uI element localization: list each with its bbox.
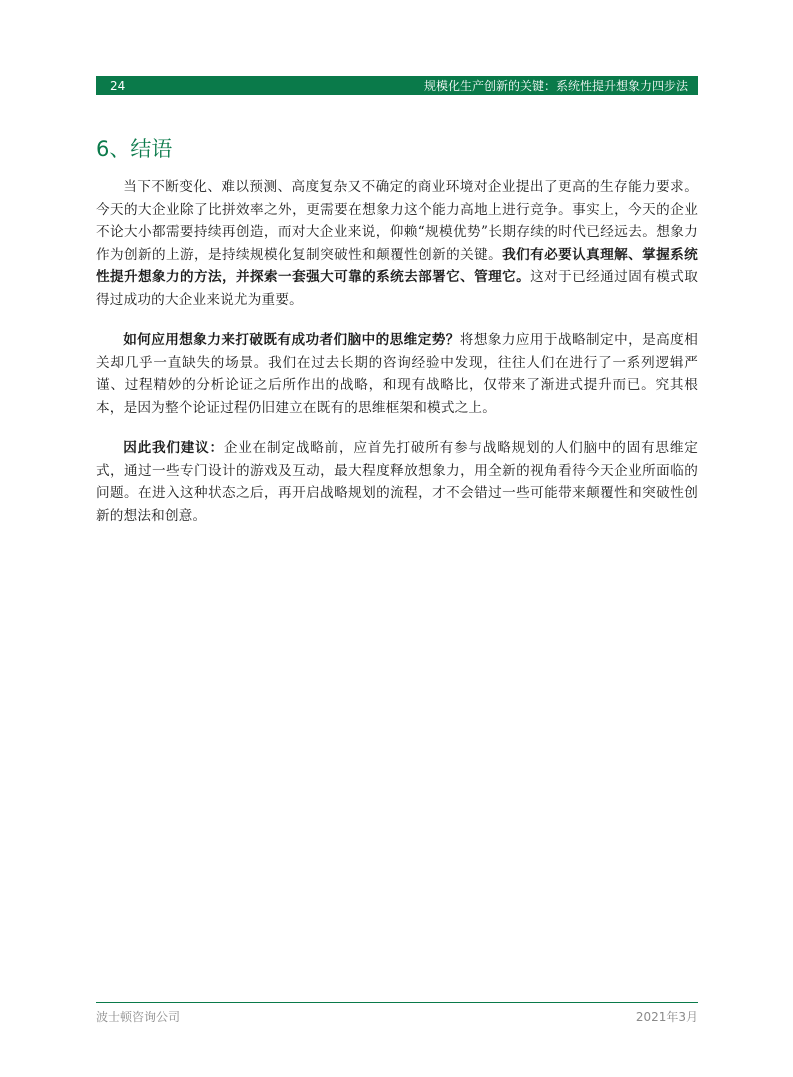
- page-header-bar: [96, 76, 698, 95]
- running-title: 规模化生产创新的关键：系统性提升想象力四步法: [423, 79, 688, 93]
- paragraph-1-bold: 我们有必要认真理解、掌握系统性提升想象力的方法，并探索一套强大可靠的系统去部署它、管理它。: [96, 246, 698, 285]
- paragraph-1: [96, 176, 698, 311]
- paragraph-2-bold: 如何应用想象力来打破既有成功者们脑中的思维定势？: [123, 332, 460, 348]
- paragraph-3-text: 企业在制定战略前，应首先打破所有参与战略规划的人们脑中的固有思维定式，通过一些专门设计的游戏及互动，最大程度释放想象力，用全新的视角看待今天企业所面临的问题。在进入这种状态之后，再开启战略规划的流程，才不会错过一些可能带来颠覆性和突破性创新的想法和创意。: [96, 440, 698, 524]
- paragraph-3-bold: 因此我们建议：: [123, 440, 224, 456]
- paragraph-3: [96, 437, 698, 527]
- footer-company: 波士顿咨询公司: [96, 1010, 181, 1024]
- paragraph-2-text: 将想象力应用于战略制定中，是高度相关却几乎一直缺失的场景。我们在过去长期的咨询经验中发现，往往人们在进行了一系列逻辑严谨、过程精妙的分析论证之后所作出的战略，和现有战略比，仅带来了渐进式提升而已。究其根本，是因为整个论证过程仍旧建立在既有的思维框架和模式之上。: [96, 332, 698, 416]
- body-text: [96, 176, 698, 545]
- paragraph-1-text: 当下不断变化、难以预测、高度复杂又不确定的商业环境对企业提出了更高的生存能力要求。今天的大企业除了比拼效率之外，更需要在想象力这个能力高地上进行竞争。事实上，今天的企业不论大小都需要持续再创造，而对大企业来说，仰赖“规模优势”长期存续的时代已经远去。想象力作为创新的上游，是持续规模化复制突破性和颠覆性创新的关键。: [96, 179, 698, 263]
- footer-divider: [96, 1002, 698, 1003]
- footer-date: 2021年3月: [635, 1010, 698, 1024]
- paragraph-2: [96, 329, 698, 419]
- paragraph-1-tail: 这对于已经通过固有模式取得过成功的大企业来说尤为重要。: [96, 269, 699, 308]
- section-title: 6、结语: [96, 137, 173, 161]
- page-number: 24: [110, 78, 126, 93]
